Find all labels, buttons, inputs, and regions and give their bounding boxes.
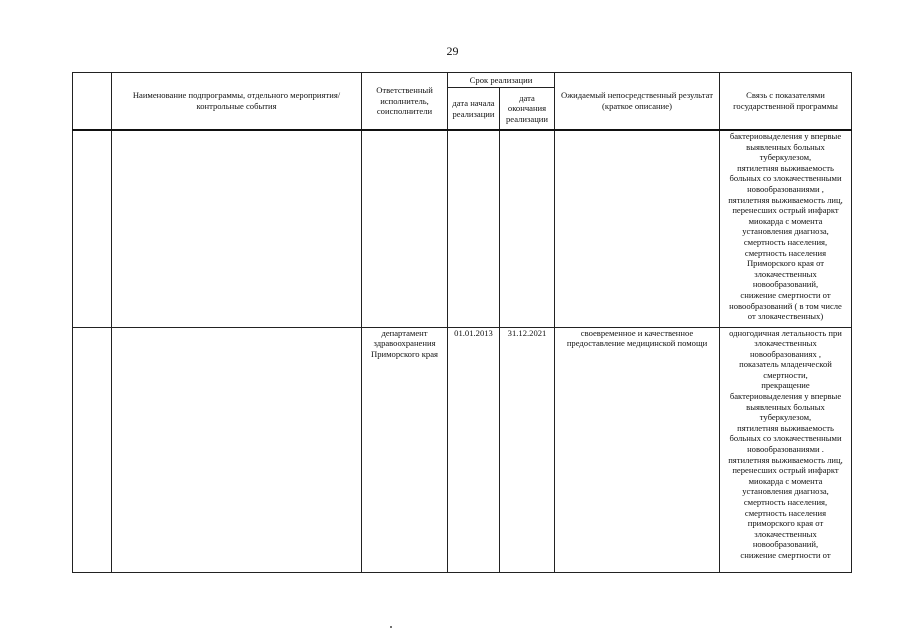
link-line: снижение смертности от bbox=[740, 549, 831, 560]
result-header: Ожидаемый непосредственный результат (краткое описание) bbox=[555, 73, 720, 131]
link-line: бактериовыделения у впервые bbox=[729, 391, 842, 402]
link-lines bbox=[720, 131, 851, 322]
link-line: больных со злокачественными bbox=[729, 173, 842, 184]
link-line: смертность населения, bbox=[743, 497, 828, 507]
page-number: 29 bbox=[446, 44, 459, 58]
link-line: выявленных больных bbox=[746, 401, 825, 412]
link-line: новообразований ( в том числе bbox=[729, 300, 842, 311]
link-line: приморского края от bbox=[747, 518, 824, 529]
link-line: одногодичная летальность при bbox=[729, 327, 842, 338]
link-line: установления диагноза, bbox=[742, 486, 829, 497]
link-line: бактериовыделения у впервые bbox=[729, 131, 842, 141]
link-line: прекращение bbox=[761, 380, 810, 391]
table-row bbox=[73, 327, 852, 572]
link-line: новообразованиях , bbox=[749, 348, 822, 359]
link-line: новообразованиями , bbox=[747, 183, 824, 194]
program-table bbox=[72, 72, 852, 573]
link-line: Приморского края от bbox=[746, 258, 825, 269]
scan-speck bbox=[390, 626, 392, 628]
end-date-cell bbox=[500, 130, 555, 327]
link-line: перенесших острый инфаркт bbox=[732, 205, 839, 216]
link-line: пятилетняя выживаемость bbox=[737, 422, 834, 433]
link-line: туберкулезом, bbox=[759, 152, 812, 163]
number-header-cell bbox=[73, 73, 112, 131]
link-line: злокачественных bbox=[754, 268, 817, 279]
link-line: злокачественных bbox=[754, 528, 817, 539]
link-line: выявленных больных bbox=[746, 141, 825, 152]
link-header: Связь с показателями государственной программы bbox=[720, 73, 852, 131]
responsible-header: Ответственный исполнитель, соисполнители bbox=[362, 73, 448, 131]
link-lines bbox=[720, 328, 851, 561]
link-cell bbox=[720, 130, 852, 327]
link-line: новообразований, bbox=[752, 279, 819, 290]
end-date-header: дата окончания реализации bbox=[500, 88, 555, 131]
number-cell bbox=[73, 327, 112, 572]
link-line: пятилетняя выживаемость лиц, bbox=[728, 194, 843, 205]
start-date-header: дата начала реализации bbox=[448, 88, 500, 131]
link-line: установления диагноза, bbox=[742, 226, 829, 237]
name-header: Наименование подпрограммы, отдельного мероприятия/контрольные события bbox=[112, 73, 362, 131]
result-cell: своевременное и качественное предоставление медицинской помощи bbox=[555, 327, 720, 572]
name-cell bbox=[112, 327, 362, 572]
number-cell bbox=[73, 130, 112, 327]
link-line: злокачественных bbox=[754, 338, 817, 349]
link-line: от злокачественных) bbox=[747, 311, 824, 322]
responsible-cell bbox=[362, 130, 448, 327]
link-line: снижение смертности от bbox=[740, 289, 831, 300]
link-line: смертность населения bbox=[744, 247, 827, 258]
link-line: перенесших острый инфаркт bbox=[732, 465, 839, 476]
link-line: пятилетняя выживаемость лиц, bbox=[728, 454, 843, 465]
link-line: пятилетняя выживаемость bbox=[737, 162, 834, 173]
link-line: новообразованиями . bbox=[747, 444, 824, 455]
link-line: смертности, bbox=[763, 369, 808, 380]
responsible-cell: департамент здравоохранения Приморского края bbox=[362, 327, 448, 572]
name-cell bbox=[112, 130, 362, 327]
link-line: больных со злокачественными bbox=[729, 433, 842, 444]
end-date-cell: 31.12.2021 bbox=[500, 327, 555, 572]
link-line: смертность населения bbox=[744, 507, 827, 518]
term-header: Срок реализации bbox=[448, 73, 555, 88]
link-line: показатель младенческой bbox=[739, 359, 832, 370]
link-line: смертность населения, bbox=[743, 236, 828, 247]
result-cell bbox=[555, 130, 720, 327]
link-cell bbox=[720, 327, 852, 572]
start-date-cell: 01.01.2013 bbox=[448, 327, 500, 572]
link-line: туберкулезом, bbox=[759, 412, 812, 423]
link-line: новообразований, bbox=[752, 539, 819, 550]
table-row bbox=[73, 130, 852, 327]
start-date-cell bbox=[448, 130, 500, 327]
link-line: миокарда с момента bbox=[748, 215, 823, 226]
link-line: миокарда с момента bbox=[748, 475, 823, 486]
